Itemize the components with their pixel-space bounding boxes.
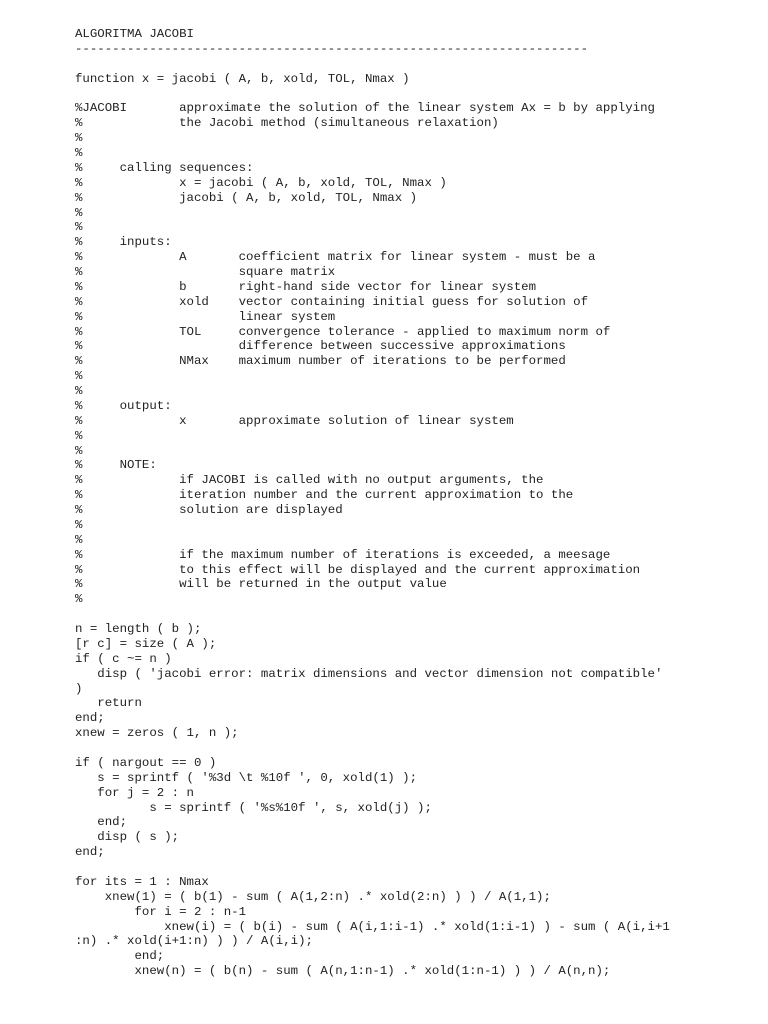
code-line: % xyxy=(75,146,83,160)
code-line: % inputs: xyxy=(75,235,172,250)
code-line: % NMax maximum number of iterations to be performed xyxy=(75,354,566,369)
code-line: disp ( s ); xyxy=(75,830,180,845)
code-line: n = length ( b ); xyxy=(75,622,202,636)
code-line: % xyxy=(75,369,83,384)
code-line: % if JACOBI is called with no output arguments, the xyxy=(75,473,544,488)
code-line: for its = 1 : Nmax xyxy=(75,874,209,889)
code-line xyxy=(75,57,765,72)
code-line: % calling sequences: xyxy=(75,160,254,175)
code-line: disp ( 'jacobi error: matrix dimensions and vector dimension not compatible' xyxy=(75,666,663,681)
code-line: for i = 2 : n-1 xyxy=(75,904,247,919)
code-line: xnew(1) = ( b(1) - sum ( A(1,2:n) .* xold(2:n) ) ) / A(1,1); xyxy=(75,889,551,904)
code-line: % xyxy=(75,592,83,607)
code-line: end; xyxy=(75,711,105,726)
code-line xyxy=(75,607,765,622)
code-line: % output: xyxy=(75,398,172,413)
code-line: % if the maximum number of iterations is exceeded, a meesage xyxy=(75,547,611,562)
code-line: :n) .* xold(i+1:n) ) ) / A(i,i); xyxy=(75,934,313,949)
code-line: % xyxy=(75,384,83,398)
code-line: % iteration number and the current approximation to the xyxy=(75,488,574,503)
code-line: % xyxy=(75,428,83,443)
code-line: if ( nargout == 0 ) xyxy=(75,755,217,770)
code-line: for j = 2 : n xyxy=(75,785,194,800)
code-line: % x approximate solution of linear system xyxy=(75,413,514,428)
code-line: % xyxy=(75,517,83,532)
code-line xyxy=(75,741,765,756)
code-line: % will be returned in the output value xyxy=(75,577,447,592)
code-line: % to this effect will be displayed and the current approximation xyxy=(75,562,641,577)
code-line: % xyxy=(75,205,83,220)
code-line: % A coefficient matrix for linear system - must be a xyxy=(75,250,596,265)
code-line: ) xyxy=(75,681,83,696)
code-line xyxy=(75,87,765,102)
code-line: end; xyxy=(75,815,128,830)
code-line: xnew(i) = ( b(i) - sum ( A(i,1:i-1) .* xold(1:i-1) ) - sum ( A(i,i+1 xyxy=(75,919,670,934)
code-line: % xyxy=(75,443,83,458)
code-line: s = sprintf ( '%s%10f ', s, xold(j) ); xyxy=(75,800,432,815)
code-line: % square matrix xyxy=(75,265,336,279)
code-line: % jacobi ( A, b, xold, TOL, Nmax ) xyxy=(75,190,418,205)
code-line: [r c] = size ( A ); xyxy=(75,636,217,651)
code-line: % linear system xyxy=(75,309,336,324)
code-line: % NOTE: xyxy=(75,458,157,473)
code-line: % b right-hand side vector for linear system xyxy=(75,279,537,294)
code-line xyxy=(75,860,765,875)
code-line: xnew(n) = ( b(n) - sum ( A(n,1:n-1) .* xold(1:n-1) ) ) / A(n,n); xyxy=(75,964,611,979)
code-line: xnew = zeros ( 1, n ); xyxy=(75,726,239,741)
code-line: % x = jacobi ( A, b, xold, TOL, Nmax ) xyxy=(75,175,447,190)
code-line: % the Jacobi method (simultaneous relaxation) xyxy=(75,116,499,131)
code-line: %JACOBI approximate the solution of the linear system Ax = b by applying xyxy=(75,101,655,116)
code-listing xyxy=(75,27,765,979)
code-line: return xyxy=(75,696,142,711)
code-line: % xyxy=(75,220,83,235)
code-line: function x = jacobi ( A, b, xold, TOL, Nmax ) xyxy=(75,71,410,86)
code-line: % difference between successive approximations xyxy=(75,339,566,354)
code-line: s = sprintf ( '%3d \t %10f ', 0, xold(1) ); xyxy=(75,770,418,785)
code-line: % xold vector containing initial guess for solution of xyxy=(75,294,589,309)
code-line: % TOL convergence tolerance - applied to maximum norm of xyxy=(75,324,611,339)
code-line: % xyxy=(75,532,83,547)
code-line: end; xyxy=(75,845,105,860)
code-line: % solution are displayed xyxy=(75,503,343,517)
code-line: if ( c ~= n ) xyxy=(75,651,172,666)
code-line: end; xyxy=(75,949,165,964)
code-line: --------------------------------------------------------------------- xyxy=(75,41,589,56)
code-line: % xyxy=(75,131,83,146)
code-line: ALGORITMA JACOBI xyxy=(75,27,194,41)
